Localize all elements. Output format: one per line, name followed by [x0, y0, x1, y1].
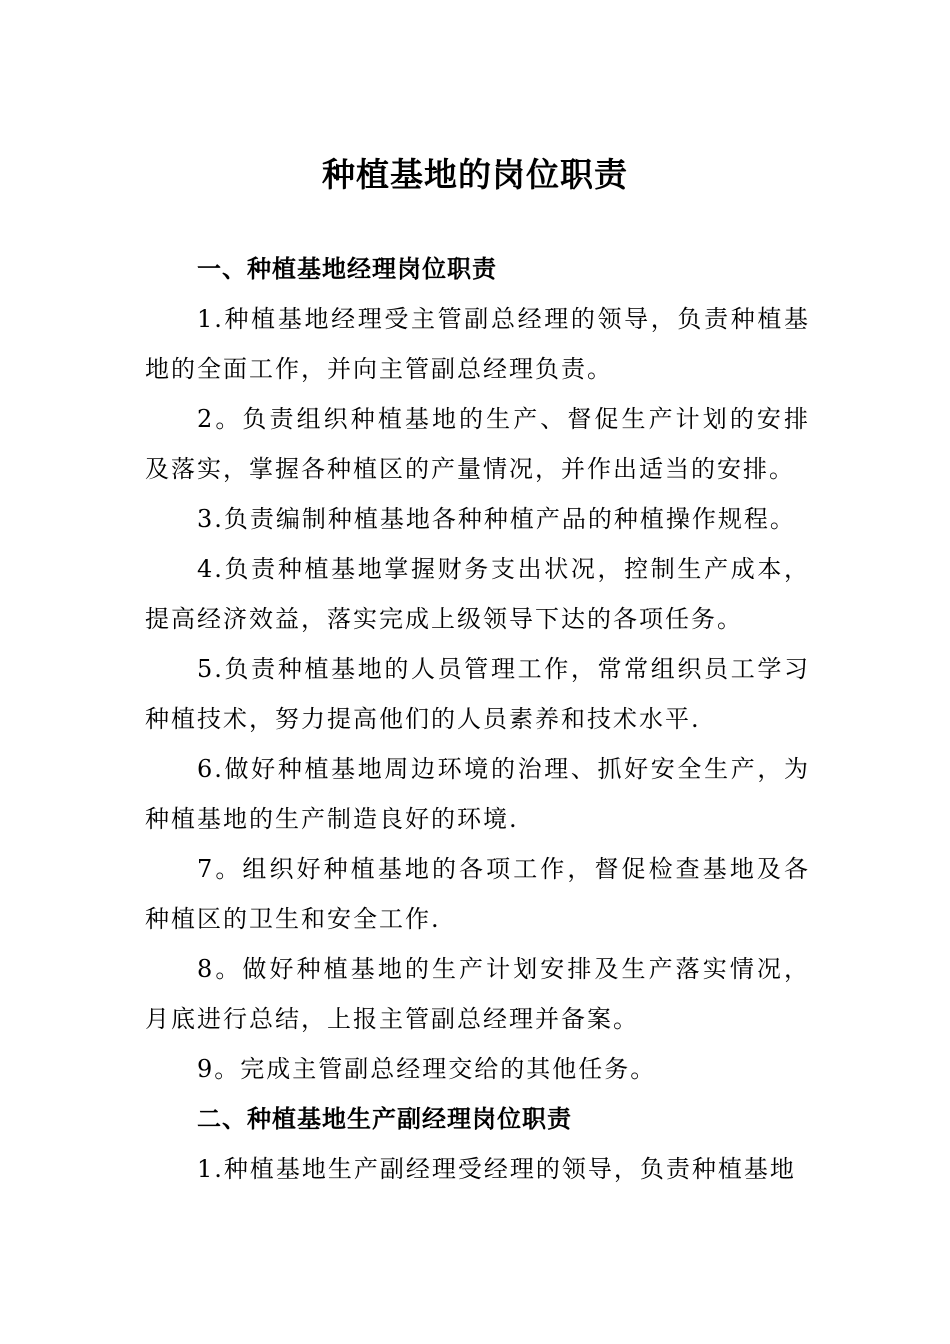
paragraph-item: 8。做好种植基地的生产计划安排及生产落实情况，月底进行总结，上报主管副总经理并备案。 [145, 955, 810, 1033]
paragraph-item: 7。组织好种植基地的各项工作，督促检查基地及各种植区的卫生和安全工作. [145, 855, 810, 933]
section-heading-production-deputy: 二、种植基地生产副经理岗位职责 [197, 1104, 572, 1133]
paragraph-item: 5.负责种植基地的人员管理工作，常常组织员工学习种植技术，努力提高他们的人员素养和技术水平. [145, 655, 810, 733]
document-title: 种植基地的岗位职责 [322, 155, 628, 194]
paragraph-item: 1.种植基地生产副经理受经理的领导，负责种植基地 [197, 1155, 796, 1183]
section-heading-manager: 一、种植基地经理岗位职责 [197, 254, 497, 283]
paragraph-item: 2。负责组织种植基地的生产、督促生产计划的安排及落实，掌握各种植区的产量情况，并作出适当的安排。 [145, 405, 810, 483]
paragraph-item: 3.负责编制种植基地各种种植产品的种植操作规程。 [197, 505, 796, 533]
paragraph-item: 9。完成主管副总经理交给的其他任务。 [197, 1055, 657, 1083]
paragraph-item: 1.种植基地经理受主管副总经理的领导，负责种植基地的全面工作，并向主管副总经理负责。 [145, 305, 810, 383]
document-body [145, 244, 810, 1194]
paragraph-item: 4.负责种植基地掌握财务支出状况，控制生产成本，提高经济效益，落实完成上级领导下达的各项任务。 [145, 555, 810, 633]
paragraph-item: 6.做好种植基地周边环境的治理、抓好安全生产，为种植基地的生产制造良好的环境. [145, 755, 810, 833]
